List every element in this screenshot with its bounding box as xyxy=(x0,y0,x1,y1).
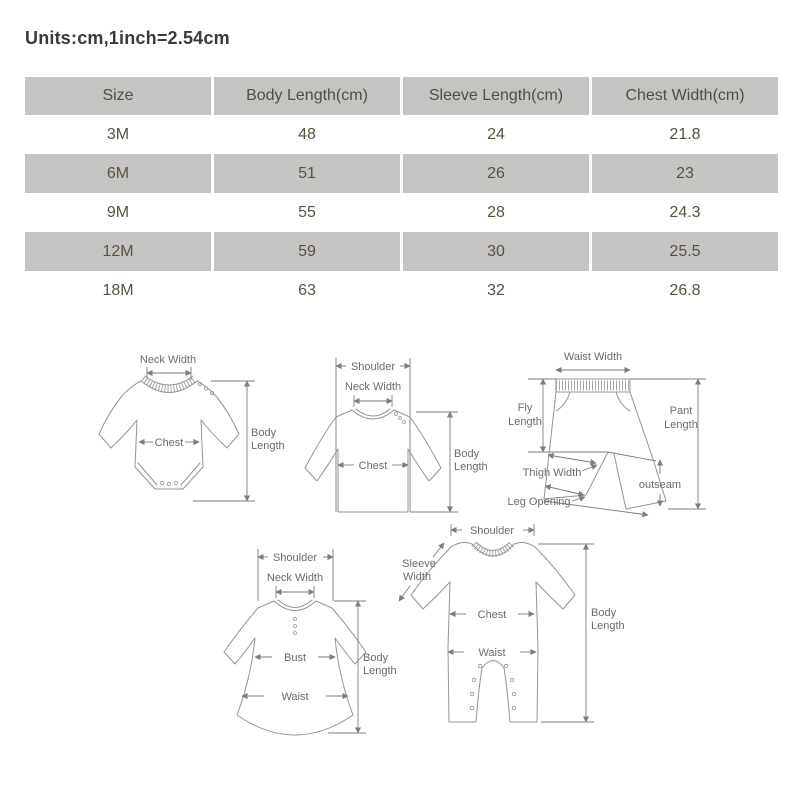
table-cell: 24.3 xyxy=(592,193,778,232)
svg-text:Length: Length xyxy=(251,440,285,452)
table-cell: 48 xyxy=(214,115,400,154)
size-chart-table xyxy=(25,77,778,310)
body-length-label: Body xyxy=(251,427,277,439)
sleeve-width-label: Sleeve xyxy=(402,558,436,570)
svg-text:Length: Length xyxy=(363,665,397,677)
table-cell: 30 xyxy=(403,232,589,271)
table-cell: 26.8 xyxy=(592,271,778,310)
romper-measurement-diagram xyxy=(386,516,631,748)
chest-label: Chest xyxy=(477,609,507,621)
table-cell: 18M xyxy=(25,271,211,310)
table-cell: 55 xyxy=(214,193,400,232)
col-header-sleeve: Sleeve Length(cm) xyxy=(403,77,589,115)
chest-label: Chest xyxy=(358,460,388,472)
table-cell: 24 xyxy=(403,115,589,154)
pants-outline xyxy=(544,392,666,509)
svg-text:Length: Length xyxy=(508,416,542,428)
table-cell: 6M xyxy=(25,154,211,193)
table-cell: 28 xyxy=(403,193,589,232)
waist-width-label: Waist Width xyxy=(563,351,623,363)
body-length-label: Body xyxy=(363,652,389,664)
shoulder-label: Shoulder xyxy=(469,525,515,537)
fly-length-label: Fly xyxy=(517,402,533,414)
table-cell: 23 xyxy=(592,154,778,193)
thigh-width-label: Thigh Width xyxy=(522,467,582,479)
table-cell: 26 xyxy=(403,154,589,193)
leg-opening-label: Leg Opening xyxy=(507,496,571,508)
shoulder-buttons xyxy=(198,382,213,394)
body-length-label: Body xyxy=(454,448,480,460)
table-cell: 32 xyxy=(403,271,589,310)
waist-label: Waist xyxy=(281,691,309,703)
shoulder-label: Shoulder xyxy=(350,361,396,373)
placket-buttons xyxy=(294,618,297,635)
body-length-label: Body xyxy=(591,607,617,619)
dress-outline xyxy=(224,601,366,735)
bodysuit-outline xyxy=(99,381,239,489)
leg-snaps xyxy=(470,664,515,709)
col-header-chest: Chest Width(cm) xyxy=(592,77,778,115)
table-cell: 59 xyxy=(214,232,400,271)
table-cell: 9M xyxy=(25,193,211,232)
outseam-label: outseam xyxy=(638,479,682,491)
neck-width-label: Neck Width xyxy=(139,354,197,366)
dress-measurement-diagram xyxy=(188,543,408,740)
shoulder-label: Shoulder xyxy=(272,552,318,564)
svg-text:Length: Length xyxy=(454,461,488,473)
waist-label: Waist xyxy=(478,647,506,659)
table-cell: 12M xyxy=(25,232,211,271)
svg-text:Length: Length xyxy=(591,620,625,632)
col-header-size: Size xyxy=(25,77,211,115)
table-cell: 51 xyxy=(214,154,400,193)
table-cell: 63 xyxy=(214,271,400,310)
pants-measurement-diagram xyxy=(498,348,723,523)
chest-label: Chest xyxy=(154,437,184,449)
bodysuit-measurement-diagram xyxy=(95,350,295,515)
sweater-measurement-diagram xyxy=(298,352,503,522)
table-cell: 21.8 xyxy=(592,115,778,154)
svg-text:Width: Width xyxy=(402,571,432,583)
neck-width-label: Neck Width xyxy=(266,572,324,584)
pant-length-label: Pant xyxy=(669,405,693,417)
col-header-body: Body Length(cm) xyxy=(214,77,400,115)
table-cell: 3M xyxy=(25,115,211,154)
svg-text:Length: Length xyxy=(664,419,698,431)
units-note: Units:cm,1inch=2.54cm xyxy=(25,28,230,48)
bust-label: Bust xyxy=(283,652,307,664)
crotch-snaps xyxy=(160,481,177,485)
table-cell: 25.5 xyxy=(592,232,778,271)
neck-width-label: Neck Width xyxy=(344,381,402,393)
